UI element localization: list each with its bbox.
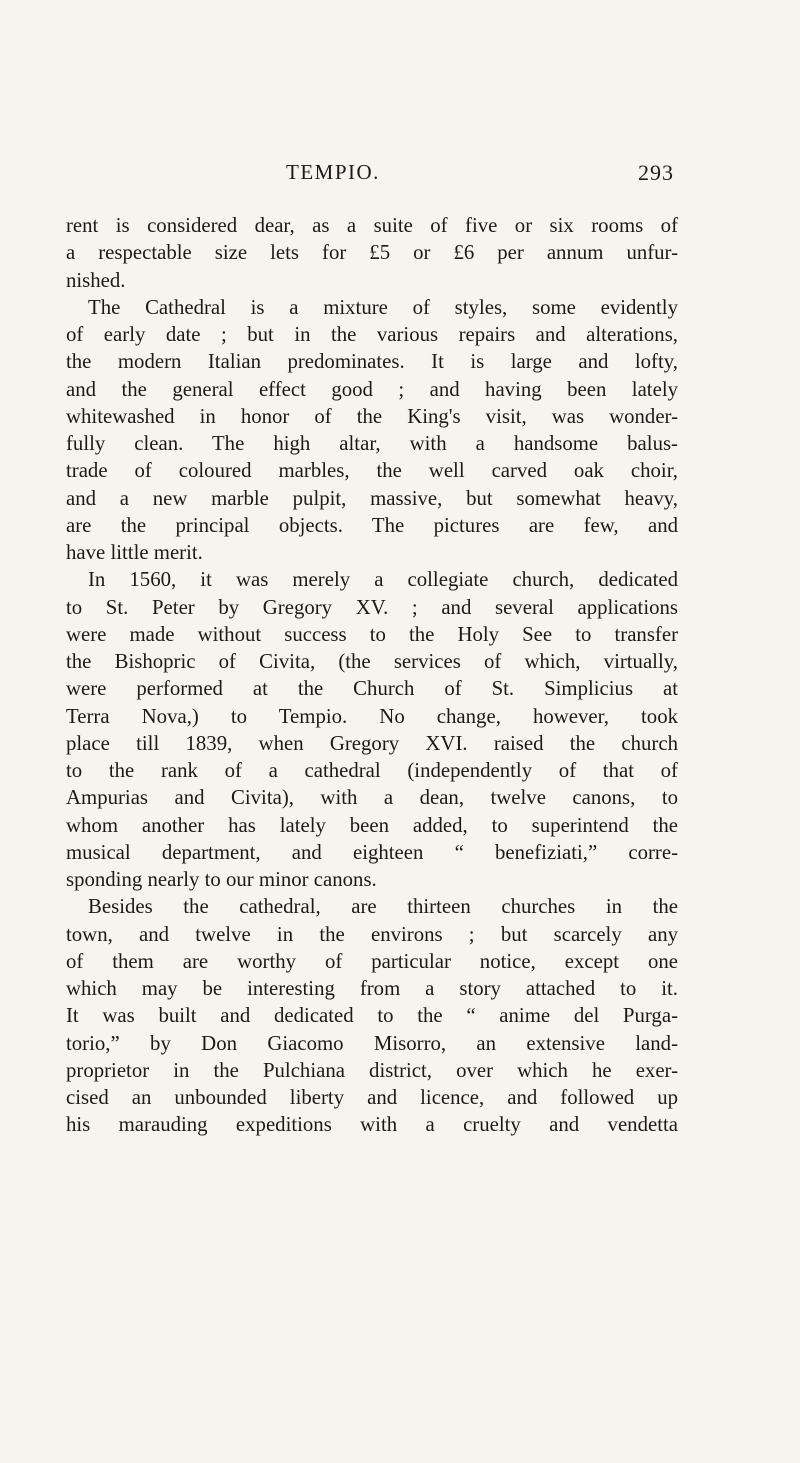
text-line: which may be interesting from a story attached to it. <box>66 977 678 1000</box>
text-line: In 1560, it was merely a collegiate church, dedicated <box>88 568 678 592</box>
text-line: fully clean. The high altar, with a handsome balus- <box>66 432 678 455</box>
text-line: to St. Peter by Gregory XV. ; and several applications <box>66 595 678 619</box>
text-line: the modern Italian predominates. It is large and lofty, <box>66 350 678 374</box>
text-line: and the general effect good ; and having been lately <box>66 377 678 401</box>
page-header <box>0 160 800 190</box>
text-line: were performed at the Church of St. Simplicius at <box>66 677 678 701</box>
running-head: TEMPIO. <box>286 160 380 184</box>
text-line: are the principal objects. The pictures are few, and <box>66 513 678 537</box>
text-line: town, and twelve in the environs ; but scarcely any <box>66 922 678 946</box>
text-line: of early date ; but in the various repairs and alterations, <box>66 323 678 346</box>
text-line: whitewashed in honor of the King's visit, was wonder- <box>66 404 678 428</box>
body-text <box>66 212 678 1139</box>
text-line: were made without success to the Holy See to transfer <box>66 622 678 646</box>
page-number: 293 <box>638 160 674 185</box>
text-line: torio,” by Don Giacomo Misorro, an extensive land- <box>66 1031 678 1055</box>
text-line: The Cathedral is a mixture of styles, some evidently <box>88 295 678 319</box>
text-line: rent is considered dear, as a suite of five or six rooms of <box>66 214 678 237</box>
text-line: It was built and dedicated to the “ anime del Purga- <box>66 1004 678 1028</box>
text-line: whom another has lately been added, to superintend the <box>66 813 678 837</box>
text-line: Besides the cathedral, are thirteen churches in the <box>88 895 678 919</box>
text-line: trade of coloured marbles, the well carved oak choir, <box>66 459 678 483</box>
text-line: musical department, and eighteen “ benefiziati,” corre- <box>66 840 678 864</box>
text-line: have little merit. <box>66 541 203 564</box>
text-line: sponding nearly to our minor canons. <box>66 868 377 891</box>
text-line: place till 1839, when Gregory XVI. raised the church <box>66 731 678 755</box>
text-line: Ampurias and Civita), with a dean, twelve canons, to <box>66 786 678 810</box>
text-line: and a new marble pulpit, massive, but somewhat heavy, <box>66 486 678 510</box>
text-line: to the rank of a cathedral (independently of that of <box>66 759 678 782</box>
text-line: the Bishopric of Civita, (the services of which, virtually, <box>66 650 678 673</box>
text-line: nished. <box>66 268 126 292</box>
text-line: his marauding expeditions with a cruelty and vendetta <box>66 1113 678 1137</box>
text-line: proprietor in the Pulchiana district, over which he exer- <box>66 1058 678 1082</box>
text-line: Terra Nova,) to Tempio. No change, however, took <box>66 704 678 728</box>
text-line: of them are worthy of particular notice, except one <box>66 949 678 973</box>
text-line: cised an unbounded liberty and licence, and followed up <box>66 1086 678 1109</box>
text-line: a respectable size lets for £5 or £6 per annum unfur- <box>66 241 678 265</box>
